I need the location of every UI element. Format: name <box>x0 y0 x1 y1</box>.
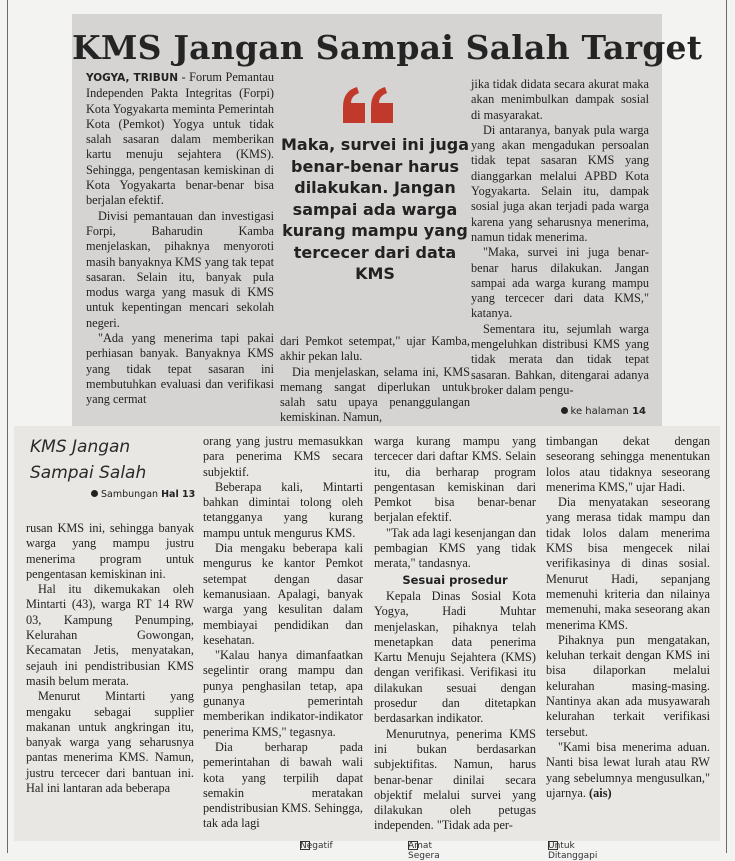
article-paragraph: Dia menjelaskan, selama ini, KMS memang sangat diperlukan untuk salah satu upaya penanggulangan kemiskinan. Namun, <box>280 364 470 425</box>
article-paragraph: Sementara itu, sejumlah warga mengeluhkan distribusi KMS yang tidak merata dan tidak tepat sasaran. Bahkan, ditengarai adanya broker dalam pengu- <box>471 321 649 397</box>
jump-column-3 <box>374 434 536 834</box>
jump-column-4 <box>546 434 710 801</box>
article-paragraph: "Maka, survei ini juga benar-benar harus dilakukan. Jangan sampai ada warga kurang mampu yang tercecer dari data KMS," katanya. <box>471 245 649 321</box>
jump-article-clipping <box>14 426 720 841</box>
article-paragraph: Dia menyatakan seseorang yang merasa tidak mampu dan tidak lolos dalam menerima KMS bisa mengecek nilai verifikasinya di dinas sosial. Menurut Hadi, sepanjang memenuhi kriteria dan nilainya memenuhi, maka seseorang akan menerima KMS. <box>546 495 710 632</box>
article-column-2 <box>280 334 470 426</box>
dateline: YOGYA, TRIBUN <box>86 72 179 84</box>
article-paragraph: Hal itu dikemukakan oleh Mintarti (43), warga RT 14 RW 03, Kampung Penumping, Kelurahan Gowongan, Kecamatan Jetis, menyatakan, sejauh ini pendistribusian KMS masih belum merata. <box>26 582 194 688</box>
pull-quote: Maka, survei ini juga benar-benar harus dilakukan. Jangan sampai ada warga kurang mampu yang tercecer dari data KMS <box>281 135 469 283</box>
article-paragraph: dari Pemkot setempat," ujar Kamba, akhir pekan lalu. <box>280 334 470 364</box>
jump-column-2 <box>203 434 363 832</box>
article-column-3 <box>471 77 649 398</box>
article-paragraph: YOGYA, TRIBUN - Forum Pemantau Independen Pakta Integritas (Forpi) Kota Yogyakarta meminta Pemerintah Kota (Pemkot) Yogya untuk tidak salah sasaran dalam memberikan kartu menuju sejahtera (KMS). Sehingga, pengentasan kemiskinan di Kota Yogyakarta benar-benar bisa berjalan efektif. <box>86 70 274 208</box>
article-paragraph: jika tidak didata secara akurat maka akan menimbulkan dampak sosial di masyarakat. <box>471 77 649 122</box>
article-paragraph: rusan KMS ini, sehingga banyak warga yang mampu justru menerima program untuk pengentasan kemiskinan ini. <box>26 521 194 581</box>
byline: (ais) <box>589 785 612 800</box>
page-edge-right <box>726 0 727 853</box>
bullet-icon <box>561 407 568 414</box>
article-paragraph: orang yang justru memasukkan para penerima KMS secara subjektif. <box>203 434 363 479</box>
bullet-icon <box>91 490 98 497</box>
article-column-1 <box>86 70 274 408</box>
jump-title: KMS Jangan Sampai Salah <box>30 437 147 483</box>
article-paragraph: warga kurang mampu yang tercecer dari daftar KMS. Selain itu, dia berharap program pengentasan kemiskinan dari Pemkot bisa benar-benar berjalan efektif. <box>374 434 536 525</box>
article-paragraph: Divisi pemantauan dan investigasi Forpi, Baharudin Kamba menjelaskan, pihaknya menyoroti masih banyaknya KMS yang tak tepat sasaran. Selain itu, banyak pula modus warga yang masuk di KMS untuk kepentingan mencari sekolah negeri. <box>86 208 274 330</box>
article-paragraph: Beberapa kali, Mintarti bahkan dimintai tolong oleh tetangganya yang kurang mampu untuk mengurus KMS. <box>203 479 363 540</box>
article-paragraph: "Kami bisa menerima aduan. Nanti bisa lewat lurah atau RW yang sebelumnya mengusulkan," ujarnya. (ais) <box>546 739 710 800</box>
article-paragraph: "Ada yang menerima tapi pakai perhiasan banyak. Banyaknya KMS yang tidak tepat sasaran ini membutuhkan evaluasi dan verifikasi yang cermat <box>86 331 274 407</box>
jump-column-1 <box>26 521 194 796</box>
article-paragraph: Dia berharap pada pemerintahan di bawah wali kota yang terpilih dapat semakin meratakan pendistribusian KMS. Sehingga, tak ada lagi <box>203 739 363 831</box>
continued-from-marker: Sambungan Hal 13 <box>91 489 195 500</box>
article-paragraph: Pihaknya pun mengatakan, keluhan terkait dengan KMS ini bisa dilaporkan melalui kelurahan masing-masing. Nantinya akan ada musyawarah kelurahan terkait verifikasi tersebut. <box>546 632 710 739</box>
subheading: Sesuai prosedur <box>402 572 508 587</box>
article-paragraph: Dia mengaku beberapa kali mengurus ke kantor Pemkot setempat dengan dasar kemanusiaan. Apalagi, banyak warga yang kesulitan dalam membiayai pendidikan dan kesehatan. <box>203 541 363 647</box>
article-paragraph: Kepala Dinas Sosial Kota Yogya, Hadi Muhtar menjelaskan, pihaknya telah menetapkan data penerima Kartu Menuju Sejahtera (KMS) dengan verifikasi. Verifikasi itu dilakukan sesuai dengan prosedur dan ditetapkan berdasarkan indikator. <box>374 588 536 726</box>
article-paragraph: Menurutnya, penerima KMS ini bukan berdasarkan subjektifitas. Namun, harus benar-benar dinilai secara objektif melalui survei yang dilakukan oleh petugas independen. "Tidak ada per- <box>374 726 536 833</box>
continued-to-marker: ke halaman 14 <box>561 406 646 417</box>
article-headline: KMS Jangan Sampai Salah Target <box>72 28 703 67</box>
article-paragraph: "Tak ada lagi kesenjangan dan pembagian KMS yang tidak merata," tandasnya. <box>374 525 536 571</box>
main-article-clipping <box>72 14 703 426</box>
article-paragraph: "Kalau hanya dimanfaatkan segelintir orang mampu dan punya penghasilan tetap, apa gunanya pemerintah memberikan indikator-indikator penerima KMS," tegasnya. <box>203 648 363 739</box>
page-edge-left <box>7 0 8 853</box>
quote-marks-icon <box>341 85 397 125</box>
footer-form-strip: Negatif Amat Segera Untuk Ditanggapi <box>300 841 598 861</box>
article-paragraph: timbangan dekat dengan seseorang sehingga menentukan lolos atau tidaknya seseorang menerima KMS," ujar Hadi. <box>546 434 710 494</box>
article-paragraph: Di antaranya, banyak pula warga yang akan mengadukan persoalan tidak tepat sasaran KMS yang dianggarkan melalui APBD Kota Yogyakarta. Selain itu, dampak sosial juga akan terjadi pada warga karena yang seharusnya menerima, namun tidak menerima. <box>471 122 649 244</box>
article-paragraph: Menurut Mintarti yang mengaku sebagai supplier makanan untuk angkringan itu, banyak warga yang seharusnya pantas menerima KMS. Namun, justru tercecer dari bantuan ini. Hal ini lantaran ada beberapa <box>26 689 194 796</box>
